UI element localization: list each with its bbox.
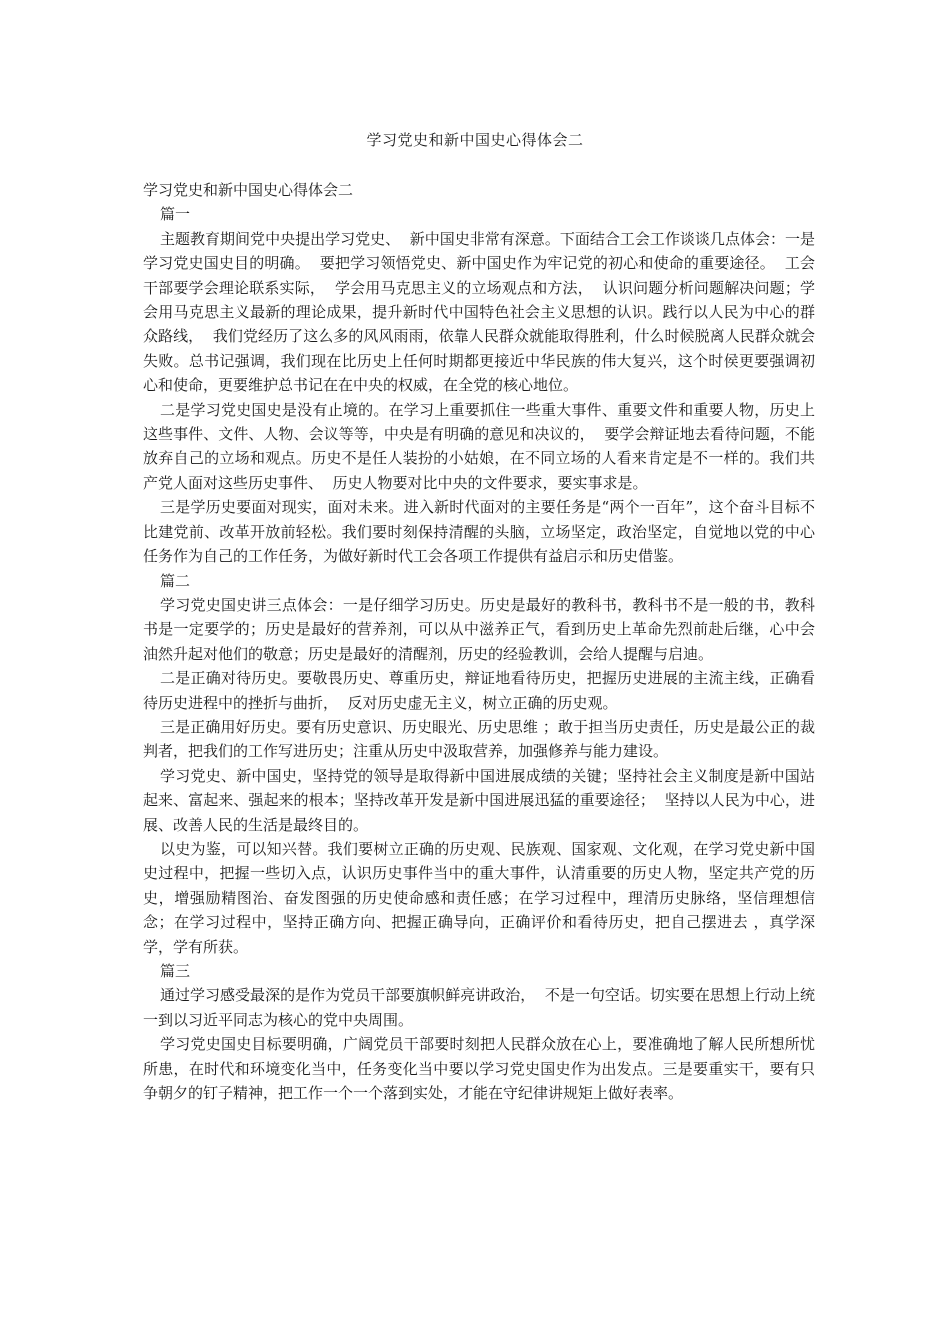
page-title: 学习党史和新中国史心得体会二 <box>366 131 584 149</box>
paragraph: 三是学历史要面对现实，面对未来。进入新时代面对的主要任务是“两个一百年”，这个奋斗目标不比建党前、改革开放前轻松。我们要时刻保持清醒的头脑，立场坚定，政治坚定，自觉地以党的中心任务作为自己的工作任务，为做好新时代工会各项工作提供有益启示和历史借鉴。 <box>143 498 815 566</box>
paragraph: 通过学习感受最深的是作为党员干部要旗帜鲜亮讲政治， 不是一句空话。切实要在思想上行动上统一到以习近平同志为核心的党中央周围。 <box>143 986 815 1029</box>
section-heading-2: 篇二 <box>160 571 191 590</box>
paragraph: 学习党史国史讲三点体会：一是仔细学习历史。历史是最好的教科书，教科书不是一般的书，教科书是一定要学的；历史是最好的营养剂，可以从中滋养正气，看到历史上革命先烈前赴后继，心中会油然升起对他们的敬意；历史是最好的清醒剂，历史的经验教训，会给人提醒与启迪。 <box>143 595 815 663</box>
paragraph: 以史为鉴，可以知兴替。我们要树立正确的历史观、民族观、国家观、文化观，在学习党史新中国史过程中，把握一些切入点，认识历史事件当中的重大事件，认清重要的历史人物，坚定共产党的历史，增强励精图治、奋发图强的历史使命感和责任感；在学习过程中，理清历史脉络，坚信理想信念；在学习过程中，坚持正确方向、把握正确导向，正确评价和看待历史，把自己摆进去 ，真学深学，学有所获。 <box>143 839 815 956</box>
paragraph: 学习党史、新中国史，坚持党的领导是取得新中国进展成绩的关键；坚持社会主义制度是新中国站起来、富起来、强起来的根本；坚持改革开发是新中国进展迅猛的重要途径； 坚持以人民为中心，进展、改善人民的生活是最终目的。 <box>143 766 815 834</box>
section-heading-3: 篇三 <box>160 962 191 980</box>
paragraph: 主题教育期间党中央提出学习党史、 新中国史非常有深意。下面结合工会工作谈谈几点体会：一是学习党史国史目的明确。 要把学习领悟党史、新中国史作为牢记党的初心和使命的重要途径。 工会干部要学会理论联系实际， 学会用马克思主义的立场观点和方法， 认识问题分析问题解决问题；学会用马克思主义最新的理论成果，提升新时代中国特色社会主义思想的认识。践行以人民为中心的群众路线， 我们党经历了这么多的风风雨雨，依靠人民群众就能取得胜利，什么时候脱离人民群众就会失败。总书记强调，我们现在比历史上任何时期都更接近中华民族的伟大复兴，这个时侯更要强调初心和使命，更要维护总书记在在中央的权威，在全党的核心地位。 <box>143 229 815 395</box>
section-heading-1: 篇一 <box>160 205 191 224</box>
paragraph: 学习党史国史目标要明确，广阔党员干部要时刻把人民群众放在心上，要准确地了解人民所想所忧所患，在时代和环境变化当中，任务变化当中要以学习党史国史作为出发点。三是要重实干，要有只争朝夕的钉子精神，把工作一个一个落到实处，才能在守纪律讲规矩上做好表率。 <box>143 1035 815 1103</box>
document-body <box>143 178 815 1105</box>
paragraph: 二是学习党史国史是没有止境的。在学习上重要抓住一些重大事件、重要文件和重要人物，历史上这些事件、文件、人物、会议等等，中央是有明确的意见和决议的， 要学会辩证地去看待问题，不能放弃自己的立场和观点。历史不是任人装扮的小姑娘，在不同立场的人看来肯定是不一样的。我们共产党人面对这些历史事件、 历史人物要对比中央的文件要求，要实事求是。 <box>143 400 815 492</box>
document-subtitle: 学习党史和新中国史心得体会二 <box>143 181 354 199</box>
paragraph: 二是正确对待历史。要敬畏历史、尊重历史，辩证地看待历史，把握历史进展的主流主线，正确看待历史进程中的挫折与曲折， 反对历史虚无主义，树立正确的历史观。 <box>143 669 815 712</box>
paragraph: 三是正确用好历史。要有历史意识、历史眼光、历史思维 ；敢于担当历史责任，历史是最公正的裁判者，把我们的工作写进历史；注重从历史中汲取营养，加强修养与能力建设。 <box>143 717 815 761</box>
